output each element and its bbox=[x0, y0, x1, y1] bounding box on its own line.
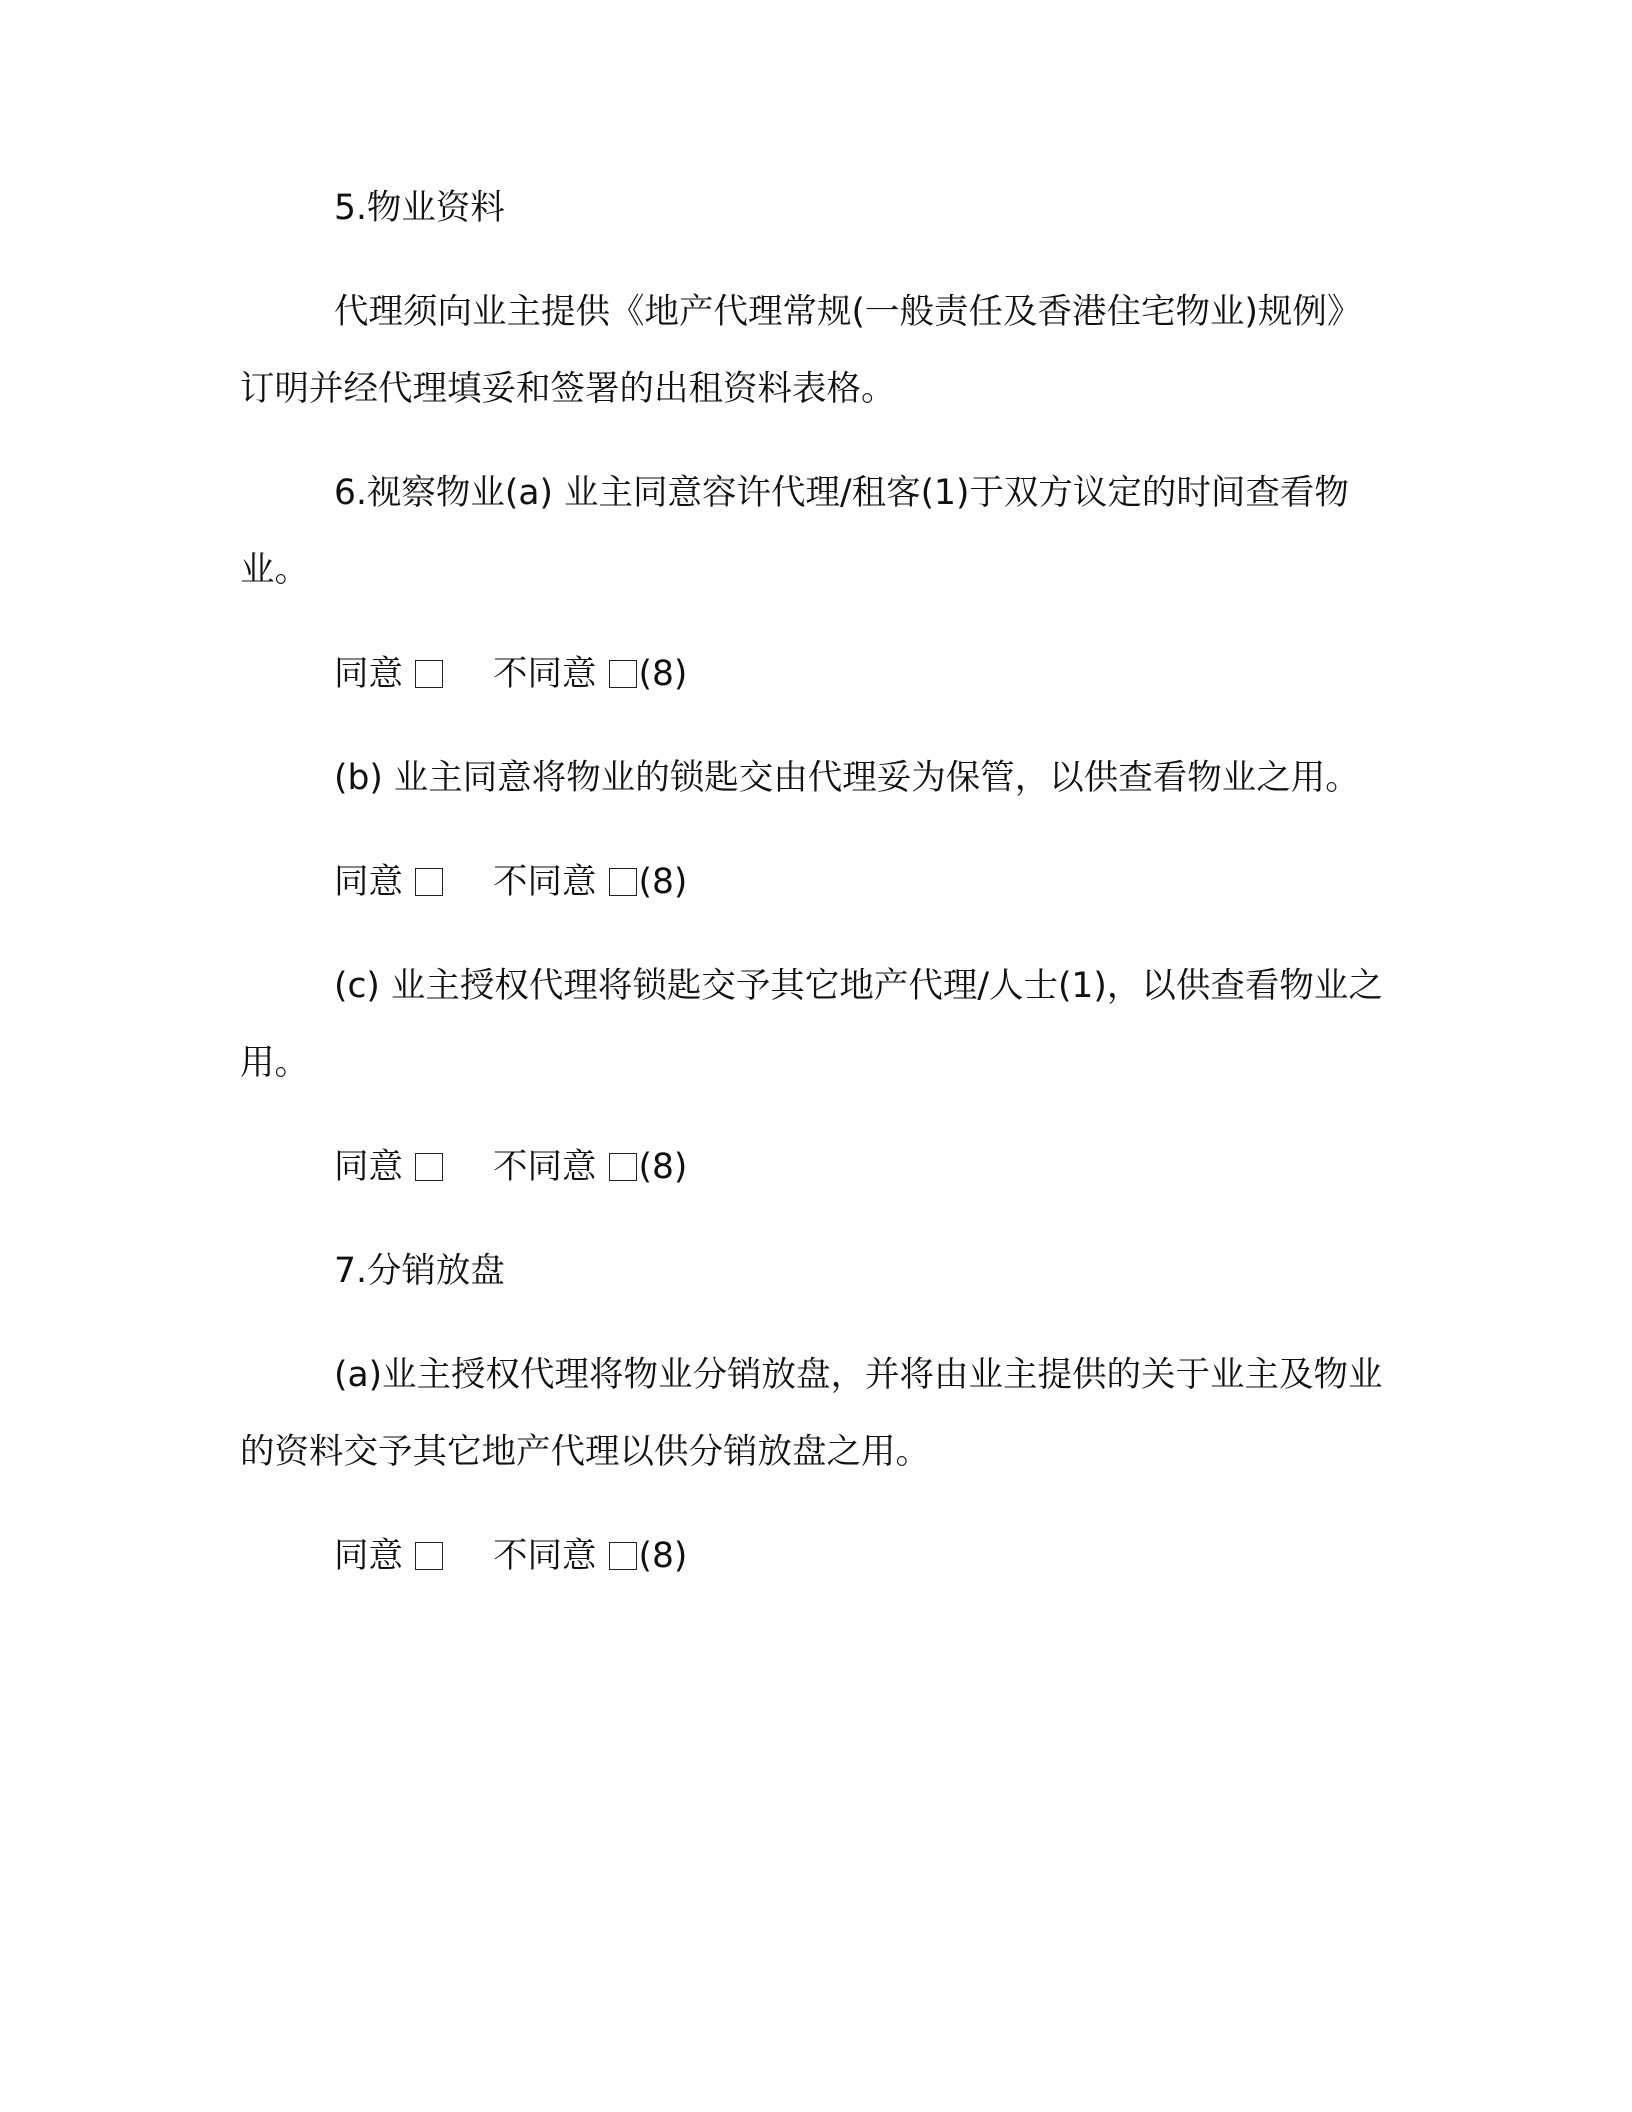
section-6a-text: 6.视察物业(a) 业主同意容许代理/租客(1)于双方议定的时间查看物业。 bbox=[240, 473, 1349, 590]
agree-checkbox[interactable] bbox=[415, 868, 443, 896]
section-7-heading: 7.分销放盘 bbox=[334, 1251, 505, 1291]
agree-checkbox[interactable] bbox=[415, 660, 443, 688]
choice-row-6a bbox=[240, 636, 1390, 713]
disagree-label: 不同意 bbox=[493, 1147, 597, 1187]
document-page bbox=[240, 170, 1390, 1622]
choice-row-6c bbox=[240, 1129, 1390, 1206]
section-7a-text: (a)业主授权代理将物业分销放盘，并将由业主提供的关于业主及物业的资料交予其它地产代理以供分销放盘之用。 bbox=[240, 1355, 1383, 1472]
agree-label: 同意 bbox=[334, 654, 403, 694]
note-label: (8) bbox=[638, 654, 688, 694]
choice-row-6b bbox=[240, 844, 1390, 921]
section-6c-text: (c) 业主授权代理将锁匙交予其它地产代理/人士(1)，以供查看物业之用。 bbox=[240, 966, 1383, 1083]
disagree-label: 不同意 bbox=[493, 862, 597, 902]
agree-checkbox[interactable] bbox=[415, 1153, 443, 1181]
note-label: (8) bbox=[638, 1147, 688, 1187]
disagree-checkbox[interactable] bbox=[609, 1153, 637, 1181]
agree-label: 同意 bbox=[334, 862, 403, 902]
disagree-label: 不同意 bbox=[493, 654, 597, 694]
disagree-checkbox[interactable] bbox=[609, 868, 637, 896]
agree-label: 同意 bbox=[334, 1147, 403, 1187]
choice-row-7a bbox=[240, 1518, 1390, 1595]
agree-label: 同意 bbox=[334, 1536, 403, 1576]
section-5-body: 代理须向业主提供《地产代理常规(一般责任及香港住宅物业)规例》订明并经代理填妥和签署的出租资料表格。 bbox=[240, 292, 1362, 409]
disagree-label: 不同意 bbox=[493, 1536, 597, 1576]
note-label: (8) bbox=[638, 1536, 688, 1576]
disagree-checkbox[interactable] bbox=[609, 1542, 637, 1570]
section-6b-text: (b) 业主同意将物业的锁匙交由代理妥为保管，以供查看物业之用。 bbox=[334, 758, 1360, 798]
agree-checkbox[interactable] bbox=[415, 1542, 443, 1570]
section-5-heading: 5.物业资料 bbox=[334, 188, 505, 228]
note-label: (8) bbox=[638, 862, 688, 902]
disagree-checkbox[interactable] bbox=[609, 660, 637, 688]
